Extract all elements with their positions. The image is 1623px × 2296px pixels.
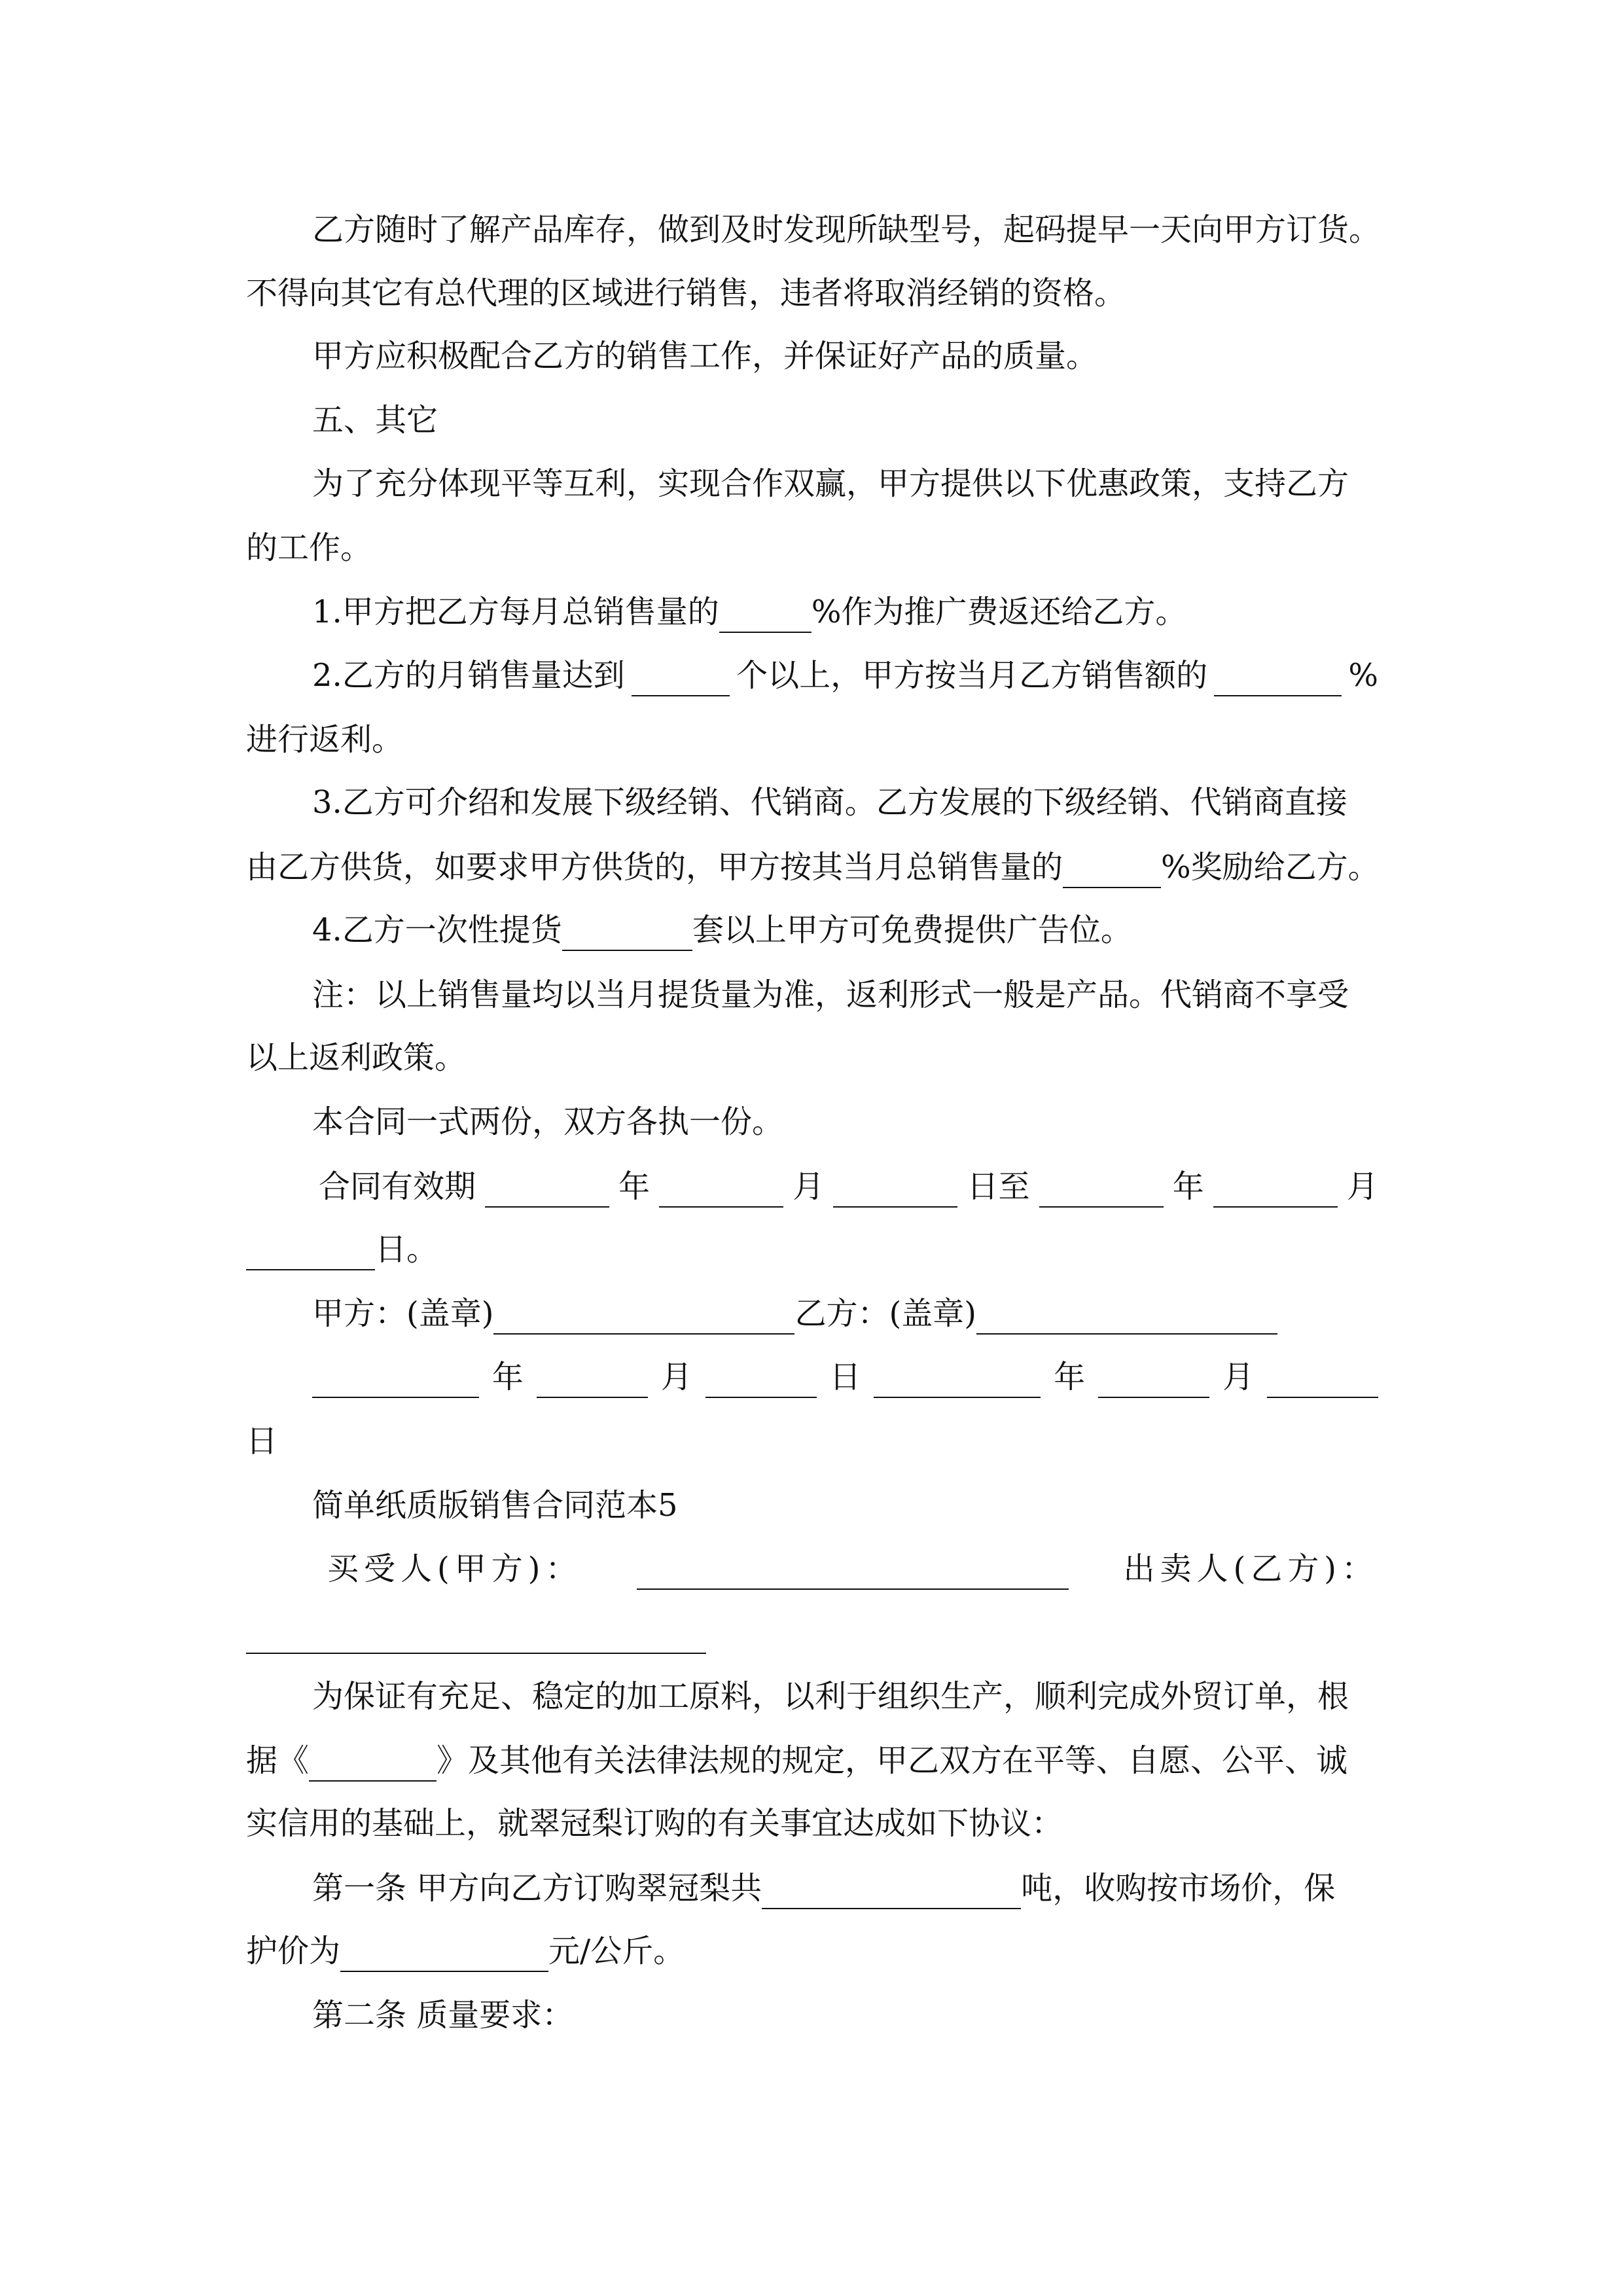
text: 月 [1222, 1359, 1255, 1395]
article-1 [312, 1867, 1378, 1909]
blank-field[interactable] [485, 1172, 609, 1208]
blank-field[interactable] [246, 1235, 375, 1270]
paragraph-line [246, 1740, 1378, 1782]
text: 合同有效期 [319, 1168, 476, 1205]
paragraph-line: 以上返利政策。 [246, 1039, 467, 1076]
seller-label: 出卖人(乙方)： [1123, 1551, 1378, 1587]
note-line: 注：以上销售量均以当月提货量为准，返利形式一般是产品。代销商不享受 [312, 977, 1349, 1013]
blank-field[interactable] [1098, 1363, 1209, 1398]
text: 月 [1346, 1168, 1378, 1205]
party-a-seal-label: 甲方：(盖章) [312, 1295, 494, 1332]
blank-field[interactable] [312, 1363, 479, 1398]
text: 年 [491, 1359, 524, 1395]
signature-date-line [312, 1356, 1378, 1398]
buyer-field[interactable] [637, 1554, 1069, 1590]
blank-field[interactable] [1039, 1172, 1164, 1208]
paragraph-line: 本合同一式两份，双方各执一份。 [312, 1103, 784, 1140]
paragraph-line [246, 1229, 1378, 1270]
seller-line [246, 1612, 1378, 1654]
text: 据《 [246, 1742, 310, 1779]
clause-4 [312, 909, 1378, 951]
blank-field[interactable] [833, 1172, 957, 1208]
text: 2.乙方的月销售量达到 [312, 657, 625, 694]
text: 日。 [375, 1231, 438, 1268]
blank-field[interactable] [705, 1363, 817, 1398]
signature-line [312, 1293, 1378, 1335]
law-name-field[interactable] [309, 1746, 437, 1782]
blank-field[interactable] [1063, 853, 1161, 888]
text: %作为推广费返还给乙方。 [811, 594, 1187, 630]
text: 护价为 [246, 1933, 341, 1969]
text: 月 [660, 1359, 692, 1395]
parties-line [327, 1548, 1378, 1590]
text: 1.甲方把乙方每月总销售量的 [312, 594, 719, 630]
text: 年 [1172, 1168, 1204, 1205]
paragraph-line: 日 [246, 1423, 278, 1460]
clause-3: 3.乙方可介绍和发展下级经销、代销商。乙方发展的下级经销、代销商直接 [312, 784, 1347, 821]
text: 日 [829, 1359, 861, 1395]
blank-field[interactable] [1214, 661, 1342, 696]
blank-field[interactable] [1213, 1172, 1338, 1208]
section-heading: 五、其它 [312, 402, 438, 439]
party-b-seal-label: 乙方：(盖章) [794, 1295, 976, 1332]
text: 年 [618, 1168, 651, 1205]
text: 元/公斤。 [548, 1933, 685, 1969]
blank-field[interactable] [632, 661, 730, 696]
article-2: 第二条 质量要求： [312, 1997, 574, 2034]
blank-field[interactable] [1267, 1363, 1378, 1398]
paragraph-line [246, 846, 1378, 888]
paragraph-line: 的工作。 [246, 529, 372, 566]
section-title: 简单纸质版销售合同范本5 [312, 1487, 678, 1524]
blank-field[interactable] [719, 598, 812, 633]
seller-field[interactable] [246, 1619, 706, 1654]
paragraph-line: 实信用的基础上，就翠冠梨订购的有关事宜达成如下协议： [246, 1805, 1063, 1842]
text: 》及其他有关法律法规的规定，甲乙双方在平等、自愿、公平、诚 [437, 1742, 1348, 1779]
paragraph-line: 乙方随时了解产品库存，做到及时发现所缺型号，起码提早一天向甲方订货。 [312, 211, 1381, 248]
text: 月 [793, 1168, 825, 1205]
paragraph-line [246, 1930, 1378, 1972]
party-a-seal-field[interactable] [493, 1299, 794, 1335]
text: 日至 [967, 1168, 1030, 1205]
paragraph-line: 为保证有充足、稳定的加工原料，以利于组织生产，顺利完成外贸订单，根 [312, 1678, 1349, 1715]
text: %奖励给乙方。 [1161, 849, 1380, 886]
blank-field[interactable] [562, 916, 692, 951]
validity-period [319, 1166, 1378, 1208]
text: 第一条 甲方向乙方订购翠冠梨共 [312, 1870, 762, 1907]
buyer-label: 买受人(甲方)： [327, 1551, 582, 1587]
text: 由乙方供货，如要求甲方供货的，甲方按其当月总销售量的 [246, 849, 1063, 886]
text: 年 [1054, 1359, 1086, 1395]
text: 吨，收购按市场价，保 [1021, 1870, 1336, 1907]
price-field[interactable] [340, 1937, 548, 1972]
blank-field[interactable] [659, 1172, 783, 1208]
paragraph-line: 为了充分体现平等互利，实现合作双赢，甲方提供以下优惠政策，支持乙方 [312, 465, 1349, 502]
paragraph-line: 不得向其它有总代理的区域进行销售，违者将取消经销的资格。 [246, 275, 1126, 312]
text: % [1348, 657, 1378, 694]
clause-1 [312, 591, 1378, 633]
blank-field[interactable] [874, 1363, 1041, 1398]
text: 套以上甲方可免费提供广告位。 [692, 912, 1132, 948]
party-b-seal-field[interactable] [976, 1299, 1277, 1335]
blank-field[interactable] [537, 1363, 648, 1398]
text: 个以上，甲方按当月乙方销售额的 [736, 657, 1208, 694]
paragraph-line: 甲方应积极配合乙方的销售工作，并保证好产品的质量。 [312, 338, 1098, 374]
text: 4.乙方一次性提货 [312, 912, 562, 948]
paragraph-line: 进行返利。 [246, 721, 404, 758]
clause-2 [312, 655, 1378, 696]
quantity-field[interactable] [762, 1874, 1021, 1909]
